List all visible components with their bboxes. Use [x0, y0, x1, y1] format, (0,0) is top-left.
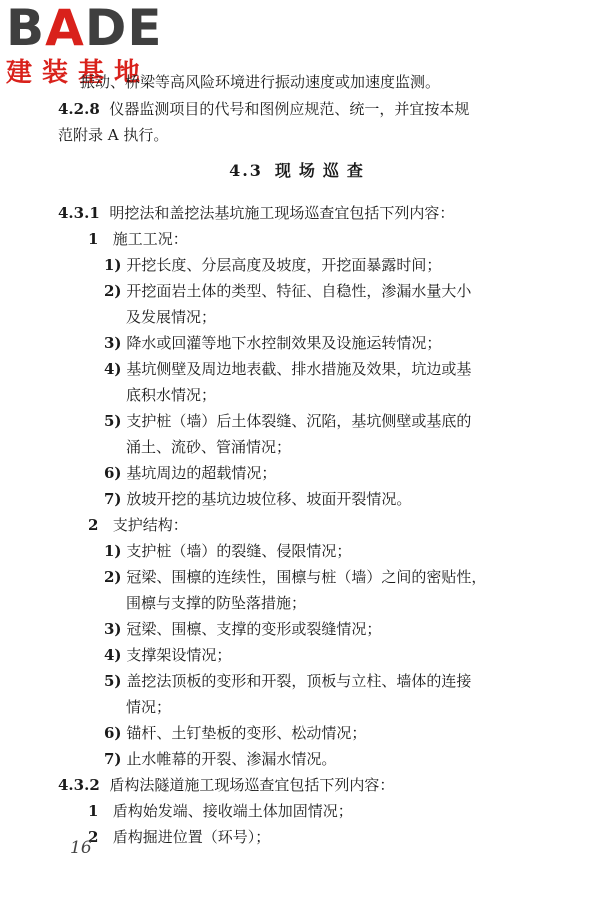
sub-item: 3) 降水或回灌等地下水控制效果及设施运转情况；	[104, 334, 442, 352]
text-line: 涌土、流砂、管涌情况；	[126, 438, 292, 456]
sub-item: 7) 放坡开挖的基坑边坡位移、坡面开裂情况。	[104, 490, 412, 508]
sub-item: 1) 支护桩（墙）的裂缝、侵限情况；	[104, 542, 352, 560]
item-2: 2 支护结构：	[88, 516, 188, 534]
clause-4-3-2: 4.3.2 盾构法隧道施工现场巡查宜包括下列内容：	[58, 776, 395, 794]
logo-wordmark: BADE	[6, 0, 163, 57]
sub-item: 6) 基坑周边的超载情况；	[104, 464, 277, 482]
clause-4-3-1: 4.3.1 明挖法和盖挖法基坑施工现场巡查宜包括下列内容：	[58, 204, 455, 222]
item-1: 1 施工工况：	[88, 230, 188, 248]
sub-item: 4) 支撑架设情况；	[104, 646, 232, 664]
clause-4-2-8: 4.2.8 仪器监测项目的代号和图例应规范、统一，并宜按本规	[58, 100, 470, 118]
sub-item: 2) 开挖面岩土体的类型、特征、自稳性，渗漏水量大小	[104, 282, 472, 300]
sub-item: 3) 冠梁、围檩、支撑的变形或裂缝情况；	[104, 620, 382, 638]
text-line: 振动、桥梁等高风险环境进行振动速度或加速度监测。	[80, 73, 441, 91]
section-heading: 4.3 现场巡查	[229, 161, 371, 180]
sub-item: 2) 冠梁、围檩的连续性，围檩与桩（墙）之间的密贴性，	[104, 568, 487, 586]
text-line: 底积水情况；	[126, 386, 217, 404]
logo-chinese-text: 建装基地	[6, 58, 151, 88]
text-line: 围檩与支撑的防坠落措施；	[126, 594, 307, 612]
text-line: 范附录 A 执行。	[58, 126, 169, 144]
item-1: 1 盾构始发端、接收端土体加固情况；	[88, 802, 353, 820]
sub-item: 4) 基坑侧壁及周边地表截、排水措施及效果，坑边或基	[104, 360, 472, 378]
text-line: 及发展情况；	[126, 308, 217, 326]
sub-item: 7) 止水帷幕的开裂、渗漏水情况。	[104, 750, 337, 768]
text-line: 情况；	[126, 698, 172, 716]
sub-item: 1) 开挖长度、分层高度及坡度，开挖面暴露时间；	[104, 256, 442, 274]
sub-item: 6) 锚杆、土钉垫板的变形、松动情况；	[104, 724, 367, 742]
item-2: 2 盾构掘进位置（环号）；	[88, 828, 271, 846]
sub-item: 5) 盖挖法顶板的变形和开裂，顶板与立柱、墙体的连接	[104, 672, 472, 690]
page-number: 16	[70, 838, 92, 858]
sub-item: 5) 支护桩（墙）后土体裂缝、沉陷，基坑侧壁或基底的	[104, 412, 472, 430]
